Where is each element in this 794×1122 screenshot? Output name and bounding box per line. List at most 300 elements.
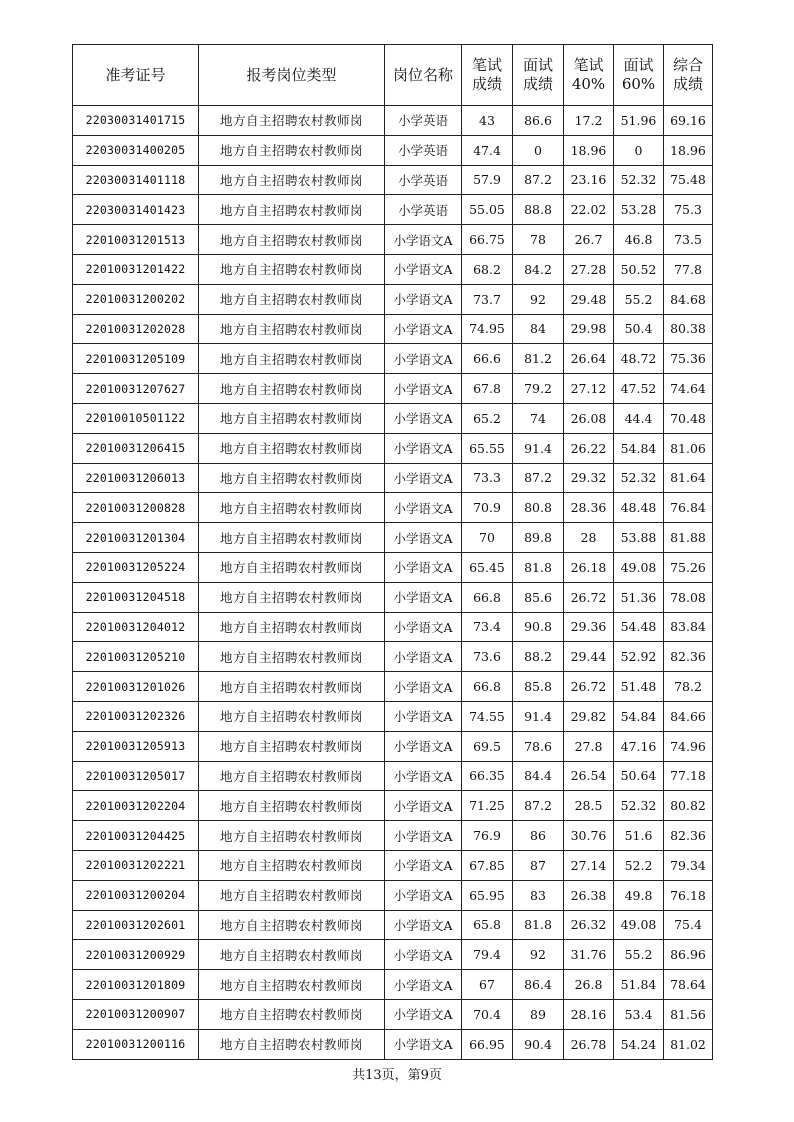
post-name-cell: 小学语文A <box>385 731 462 761</box>
written-40-cell: 26.7 <box>564 225 614 255</box>
written-40-cell: 26.32 <box>564 910 614 940</box>
written-score-cell: 70.9 <box>462 493 513 523</box>
post-name-cell: 小学英语 <box>385 135 462 165</box>
table-row <box>73 582 713 612</box>
interview-60-cell: 54.24 <box>614 1029 664 1059</box>
written-40-cell: 28.36 <box>564 493 614 523</box>
written-score-cell: 65.95 <box>462 880 513 910</box>
written-score-cell: 73.3 <box>462 463 513 493</box>
interview-score-cell: 83 <box>513 880 564 910</box>
post-name-cell: 小学语文A <box>385 761 462 791</box>
interview-score-cell: 85.8 <box>513 672 564 702</box>
written-40-cell: 27.8 <box>564 731 614 761</box>
total-score-cell: 75.4 <box>664 910 713 940</box>
post-type-cell: 地方自主招聘农村教师岗 <box>199 344 385 374</box>
exam-id-cell: 22010031207627 <box>73 374 199 404</box>
exam-id-cell: 22010031205017 <box>73 761 199 791</box>
total-score-cell: 83.84 <box>664 612 713 642</box>
written-score-cell: 65.8 <box>462 910 513 940</box>
exam-id-cell: 22010031204012 <box>73 612 199 642</box>
table-row <box>73 284 713 314</box>
post-type-cell: 地方自主招聘农村教师岗 <box>199 791 385 821</box>
post-name-cell: 小学语文A <box>385 642 462 672</box>
interview-score-cell: 87 <box>513 850 564 880</box>
post-type-cell: 地方自主招聘农村教师岗 <box>199 642 385 672</box>
post-name-cell: 小学语文A <box>385 493 462 523</box>
table-row <box>73 880 713 910</box>
post-type-cell: 地方自主招聘农村教师岗 <box>199 493 385 523</box>
interview-60-cell: 55.2 <box>614 940 664 970</box>
total-score-cell: 82.36 <box>664 642 713 672</box>
interview-60-cell: 50.4 <box>614 314 664 344</box>
total-score-cell: 84.68 <box>664 284 713 314</box>
exam-id-cell: 22010031200929 <box>73 940 199 970</box>
post-type-cell: 地方自主招聘农村教师岗 <box>199 403 385 433</box>
written-score-cell: 66.35 <box>462 761 513 791</box>
table-row <box>73 463 713 493</box>
table-row <box>73 493 713 523</box>
exam-id-cell: 22010031202204 <box>73 791 199 821</box>
total-score-cell: 81.06 <box>664 433 713 463</box>
post-name-cell: 小学语文A <box>385 880 462 910</box>
exam-id-cell: 22010031200907 <box>73 999 199 1029</box>
total-score-cell: 78.2 <box>664 672 713 702</box>
interview-score-cell: 89 <box>513 999 564 1029</box>
post-name-cell: 小学语文A <box>385 850 462 880</box>
written-40-cell: 26.38 <box>564 880 614 910</box>
interview-60-cell: 44.4 <box>614 403 664 433</box>
total-score-cell: 77.18 <box>664 761 713 791</box>
total-score-cell: 75.26 <box>664 552 713 582</box>
table-row <box>73 106 713 136</box>
table-row <box>73 344 713 374</box>
interview-score-cell: 89.8 <box>513 523 564 553</box>
table-row <box>73 910 713 940</box>
exam-id-cell: 22010031204425 <box>73 821 199 851</box>
exam-id-cell: 22010031202601 <box>73 910 199 940</box>
interview-score-cell: 86.6 <box>513 106 564 136</box>
written-score-cell: 74.55 <box>462 701 513 731</box>
post-type-cell: 地方自主招聘农村教师岗 <box>199 135 385 165</box>
total-score-cell: 86.96 <box>664 940 713 970</box>
interview-60-cell: 48.48 <box>614 493 664 523</box>
total-score-cell: 78.08 <box>664 582 713 612</box>
interview-60-cell: 54.84 <box>614 433 664 463</box>
post-type-cell: 地方自主招聘农村教师岗 <box>199 850 385 880</box>
written-score-cell: 71.25 <box>462 791 513 821</box>
total-score-cell: 75.48 <box>664 165 713 195</box>
interview-score-cell: 85.6 <box>513 582 564 612</box>
exam-id-cell: 22030031400205 <box>73 135 199 165</box>
interview-60-cell: 46.8 <box>614 225 664 255</box>
post-type-cell: 地方自主招聘农村教师岗 <box>199 106 385 136</box>
interview-60-cell: 49.08 <box>614 552 664 582</box>
post-type-cell: 地方自主招聘农村教师岗 <box>199 284 385 314</box>
table-row <box>73 642 713 672</box>
interview-60-cell: 52.32 <box>614 791 664 821</box>
written-score-cell: 65.45 <box>462 552 513 582</box>
written-score-cell: 66.6 <box>462 344 513 374</box>
exam-id-cell: 22030031401423 <box>73 195 199 225</box>
written-40-cell: 26.78 <box>564 1029 614 1059</box>
interview-60-cell: 47.16 <box>614 731 664 761</box>
table-row <box>73 374 713 404</box>
written-40-cell: 31.76 <box>564 940 614 970</box>
written-40-cell: 17.2 <box>564 106 614 136</box>
total-score-cell: 77.8 <box>664 254 713 284</box>
total-score-cell: 81.88 <box>664 523 713 553</box>
exam-id-cell: 22030031401118 <box>73 165 199 195</box>
post-type-cell: 地方自主招聘农村教师岗 <box>199 880 385 910</box>
interview-score-cell: 90.4 <box>513 1029 564 1059</box>
header-line2: 成绩 <box>522 75 553 93</box>
written-40-cell: 29.48 <box>564 284 614 314</box>
post-type-cell: 地方自主招聘农村教师岗 <box>199 225 385 255</box>
post-name-cell: 小学语文A <box>385 433 462 463</box>
total-score-cell: 82.36 <box>664 821 713 851</box>
post-name-cell: 小学语文A <box>385 403 462 433</box>
post-name-cell: 小学语文A <box>385 314 462 344</box>
post-type-cell: 地方自主招聘农村教师岗 <box>199 254 385 284</box>
table-row <box>73 523 713 553</box>
post-name-cell: 小学语文A <box>385 254 462 284</box>
table-row <box>73 552 713 582</box>
interview-score-cell: 86 <box>513 821 564 851</box>
written-score-cell: 55.05 <box>462 195 513 225</box>
post-name-cell: 小学英语 <box>385 165 462 195</box>
header-line1: 岗位名称 <box>392 65 453 84</box>
post-type-cell: 地方自主招聘农村教师岗 <box>199 672 385 702</box>
written-40-cell: 29.44 <box>564 642 614 672</box>
interview-score-cell: 78.6 <box>513 731 564 761</box>
header-written-40 <box>564 45 614 106</box>
table-row <box>73 999 713 1029</box>
post-name-cell: 小学语文A <box>385 910 462 940</box>
interview-60-cell: 51.96 <box>614 106 664 136</box>
table-row <box>73 195 713 225</box>
interview-score-cell: 88.8 <box>513 195 564 225</box>
exam-id-cell: 22010031201422 <box>73 254 199 284</box>
exam-id-cell: 22010031205224 <box>73 552 199 582</box>
post-name-cell: 小学语文A <box>385 821 462 851</box>
exam-id-cell: 22010031205913 <box>73 731 199 761</box>
interview-score-cell: 88.2 <box>513 642 564 672</box>
interview-score-cell: 84.2 <box>513 254 564 284</box>
post-name-cell: 小学语文A <box>385 582 462 612</box>
table-row <box>73 672 713 702</box>
written-40-cell: 26.08 <box>564 403 614 433</box>
interview-score-cell: 78 <box>513 225 564 255</box>
written-score-cell: 70 <box>462 523 513 553</box>
exam-id-cell: 22010031205109 <box>73 344 199 374</box>
post-name-cell: 小学语文A <box>385 374 462 404</box>
post-type-cell: 地方自主招聘农村教师岗 <box>199 731 385 761</box>
post-name-cell: 小学语文A <box>385 791 462 821</box>
interview-60-cell: 0 <box>614 135 664 165</box>
interview-score-cell: 84 <box>513 314 564 344</box>
post-name-cell: 小学英语 <box>385 106 462 136</box>
table-row <box>73 403 713 433</box>
total-score-cell: 76.84 <box>664 493 713 523</box>
written-score-cell: 66.8 <box>462 672 513 702</box>
written-score-cell: 70.4 <box>462 999 513 1029</box>
interview-score-cell: 84.4 <box>513 761 564 791</box>
written-score-cell: 69.5 <box>462 731 513 761</box>
exam-id-cell: 22010031206013 <box>73 463 199 493</box>
table-row <box>73 314 713 344</box>
interview-60-cell: 54.48 <box>614 612 664 642</box>
total-score-cell: 73.5 <box>664 225 713 255</box>
score-table <box>72 44 713 1060</box>
post-type-cell: 地方自主招聘农村教师岗 <box>199 940 385 970</box>
total-score-cell: 18.96 <box>664 135 713 165</box>
post-type-cell: 地方自主招聘农村教师岗 <box>199 582 385 612</box>
written-score-cell: 66.8 <box>462 582 513 612</box>
post-type-cell: 地方自主招聘农村教师岗 <box>199 523 385 553</box>
written-score-cell: 67 <box>462 970 513 1000</box>
interview-60-cell: 55.2 <box>614 284 664 314</box>
post-type-cell: 地方自主招聘农村教师岗 <box>199 821 385 851</box>
header-line1: 面试 <box>623 56 654 74</box>
header-line2: 成绩 <box>471 75 502 93</box>
header-post-type <box>199 45 385 106</box>
written-score-cell: 79.4 <box>462 940 513 970</box>
header-line2: 成绩 <box>672 75 703 93</box>
written-score-cell: 73.6 <box>462 642 513 672</box>
interview-60-cell: 52.2 <box>614 850 664 880</box>
written-40-cell: 18.96 <box>564 135 614 165</box>
exam-id-cell: 22010031201809 <box>73 970 199 1000</box>
exam-id-cell: 22010031206415 <box>73 433 199 463</box>
exam-id-cell: 22010031200202 <box>73 284 199 314</box>
written-score-cell: 43 <box>462 106 513 136</box>
interview-score-cell: 0 <box>513 135 564 165</box>
total-score-cell: 84.66 <box>664 701 713 731</box>
total-score-cell: 81.02 <box>664 1029 713 1059</box>
interview-60-cell: 53.88 <box>614 523 664 553</box>
written-40-cell: 26.8 <box>564 970 614 1000</box>
total-score-cell: 78.64 <box>664 970 713 1000</box>
header-exam-id <box>73 45 199 106</box>
written-40-cell: 22.02 <box>564 195 614 225</box>
header-line1: 笔试 <box>573 56 604 74</box>
exam-id-cell: 22010031205210 <box>73 642 199 672</box>
interview-60-cell: 48.72 <box>614 344 664 374</box>
header-line1: 笔试 <box>471 56 502 74</box>
post-name-cell: 小学语文A <box>385 612 462 642</box>
post-type-cell: 地方自主招聘农村教师岗 <box>199 701 385 731</box>
header-line2: 60% <box>621 75 656 93</box>
interview-60-cell: 50.64 <box>614 761 664 791</box>
interview-60-cell: 51.36 <box>614 582 664 612</box>
written-40-cell: 29.36 <box>564 612 614 642</box>
written-score-cell: 67.8 <box>462 374 513 404</box>
post-type-cell: 地方自主招聘农村教师岗 <box>199 910 385 940</box>
exam-id-cell: 22010031201304 <box>73 523 199 553</box>
page-footer: 共13页，第9页 <box>352 1068 442 1083</box>
exam-id-cell: 22010031201513 <box>73 225 199 255</box>
interview-score-cell: 80.8 <box>513 493 564 523</box>
table-row <box>73 940 713 970</box>
header-total-score <box>664 45 713 106</box>
header-interview-score <box>513 45 564 106</box>
interview-60-cell: 49.08 <box>614 910 664 940</box>
table-header-row <box>73 45 713 106</box>
interview-score-cell: 87.2 <box>513 791 564 821</box>
header-line1: 综合 <box>672 56 703 74</box>
interview-60-cell: 52.32 <box>614 463 664 493</box>
post-name-cell: 小学语文A <box>385 701 462 731</box>
interview-score-cell: 90.8 <box>513 612 564 642</box>
interview-score-cell: 79.2 <box>513 374 564 404</box>
written-40-cell: 26.18 <box>564 552 614 582</box>
written-score-cell: 67.85 <box>462 850 513 880</box>
interview-60-cell: 51.48 <box>614 672 664 702</box>
table-body <box>73 106 713 1060</box>
table-row <box>73 821 713 851</box>
written-score-cell: 74.95 <box>462 314 513 344</box>
post-name-cell: 小学语文A <box>385 225 462 255</box>
total-score-cell: 69.16 <box>664 106 713 136</box>
header-line1: 报考岗位类型 <box>246 65 337 84</box>
written-40-cell: 26.64 <box>564 344 614 374</box>
post-name-cell: 小学语文A <box>385 523 462 553</box>
post-name-cell: 小学语文A <box>385 940 462 970</box>
post-type-cell: 地方自主招聘农村教师岗 <box>199 1029 385 1059</box>
post-type-cell: 地方自主招聘农村教师岗 <box>199 612 385 642</box>
exam-id-cell: 22010031200828 <box>73 493 199 523</box>
written-40-cell: 29.82 <box>564 701 614 731</box>
interview-60-cell: 53.28 <box>614 195 664 225</box>
written-score-cell: 68.2 <box>462 254 513 284</box>
post-type-cell: 地方自主招聘农村教师岗 <box>199 970 385 1000</box>
post-name-cell: 小学语文A <box>385 970 462 1000</box>
interview-60-cell: 53.4 <box>614 999 664 1029</box>
total-score-cell: 75.36 <box>664 344 713 374</box>
post-name-cell: 小学语文A <box>385 672 462 702</box>
table-row <box>73 135 713 165</box>
post-type-cell: 地方自主招聘农村教师岗 <box>199 552 385 582</box>
written-40-cell: 28 <box>564 523 614 553</box>
header-written-score <box>462 45 513 106</box>
written-score-cell: 73.7 <box>462 284 513 314</box>
table-row <box>73 254 713 284</box>
post-type-cell: 地方自主招聘农村教师岗 <box>199 433 385 463</box>
written-40-cell: 27.14 <box>564 850 614 880</box>
table-row <box>73 165 713 195</box>
post-type-cell: 地方自主招聘农村教师岗 <box>199 165 385 195</box>
written-score-cell: 66.95 <box>462 1029 513 1059</box>
interview-score-cell: 87.2 <box>513 165 564 195</box>
interview-60-cell: 52.32 <box>614 165 664 195</box>
table-row <box>73 433 713 463</box>
written-40-cell: 27.28 <box>564 254 614 284</box>
post-type-cell: 地方自主招聘农村教师岗 <box>199 374 385 404</box>
table-row <box>73 1029 713 1059</box>
written-score-cell: 76.9 <box>462 821 513 851</box>
header-post-name <box>385 45 462 106</box>
interview-score-cell: 86.4 <box>513 970 564 1000</box>
total-score-cell: 76.18 <box>664 880 713 910</box>
post-name-cell: 小学语文A <box>385 1029 462 1059</box>
total-score-cell: 81.56 <box>664 999 713 1029</box>
total-score-cell: 81.64 <box>664 463 713 493</box>
interview-60-cell: 51.6 <box>614 821 664 851</box>
table-row <box>73 731 713 761</box>
header-line1: 准考证号 <box>105 65 166 84</box>
header-line1: 面试 <box>522 56 553 74</box>
exam-id-cell: 22010031202221 <box>73 850 199 880</box>
interview-60-cell: 54.84 <box>614 701 664 731</box>
exam-id-cell: 22030031401715 <box>73 106 199 136</box>
total-score-cell: 74.96 <box>664 731 713 761</box>
exam-id-cell: 22010031202028 <box>73 314 199 344</box>
table-row <box>73 701 713 731</box>
written-40-cell: 28.16 <box>564 999 614 1029</box>
interview-60-cell: 52.92 <box>614 642 664 672</box>
table-row <box>73 761 713 791</box>
post-name-cell: 小学语文A <box>385 463 462 493</box>
exam-id-cell: 22010031200204 <box>73 880 199 910</box>
written-40-cell: 28.5 <box>564 791 614 821</box>
interview-score-cell: 92 <box>513 940 564 970</box>
post-name-cell: 小学语文A <box>385 284 462 314</box>
written-score-cell: 57.9 <box>462 165 513 195</box>
interview-score-cell: 91.4 <box>513 701 564 731</box>
interview-score-cell: 81.2 <box>513 344 564 374</box>
post-name-cell: 小学语文A <box>385 344 462 374</box>
interview-60-cell: 51.84 <box>614 970 664 1000</box>
total-score-cell: 70.48 <box>664 403 713 433</box>
interview-score-cell: 81.8 <box>513 910 564 940</box>
post-name-cell: 小学英语 <box>385 195 462 225</box>
table-row <box>73 970 713 1000</box>
post-type-cell: 地方自主招聘农村教师岗 <box>199 999 385 1029</box>
interview-score-cell: 92 <box>513 284 564 314</box>
exam-id-cell: 22010010501122 <box>73 403 199 433</box>
total-score-cell: 75.3 <box>664 195 713 225</box>
total-score-cell: 74.64 <box>664 374 713 404</box>
written-40-cell: 30.76 <box>564 821 614 851</box>
header-interview-60 <box>614 45 664 106</box>
written-40-cell: 29.32 <box>564 463 614 493</box>
total-score-cell: 80.38 <box>664 314 713 344</box>
post-type-cell: 地方自主招聘农村教师岗 <box>199 195 385 225</box>
interview-60-cell: 50.52 <box>614 254 664 284</box>
exam-id-cell: 22010031202326 <box>73 701 199 731</box>
written-40-cell: 26.22 <box>564 433 614 463</box>
written-score-cell: 47.4 <box>462 135 513 165</box>
post-type-cell: 地方自主招聘农村教师岗 <box>199 761 385 791</box>
total-score-cell: 80.82 <box>664 791 713 821</box>
written-40-cell: 26.72 <box>564 672 614 702</box>
written-40-cell: 23.16 <box>564 165 614 195</box>
table-row <box>73 225 713 255</box>
written-40-cell: 26.54 <box>564 761 614 791</box>
total-score-cell: 79.34 <box>664 850 713 880</box>
exam-id-cell: 22010031201026 <box>73 672 199 702</box>
table-row <box>73 850 713 880</box>
written-40-cell: 27.12 <box>564 374 614 404</box>
interview-score-cell: 91.4 <box>513 433 564 463</box>
written-40-cell: 26.72 <box>564 582 614 612</box>
interview-60-cell: 47.52 <box>614 374 664 404</box>
interview-score-cell: 87.2 <box>513 463 564 493</box>
written-score-cell: 73.4 <box>462 612 513 642</box>
post-type-cell: 地方自主招聘农村教师岗 <box>199 314 385 344</box>
post-name-cell: 小学语文A <box>385 552 462 582</box>
table-row <box>73 791 713 821</box>
